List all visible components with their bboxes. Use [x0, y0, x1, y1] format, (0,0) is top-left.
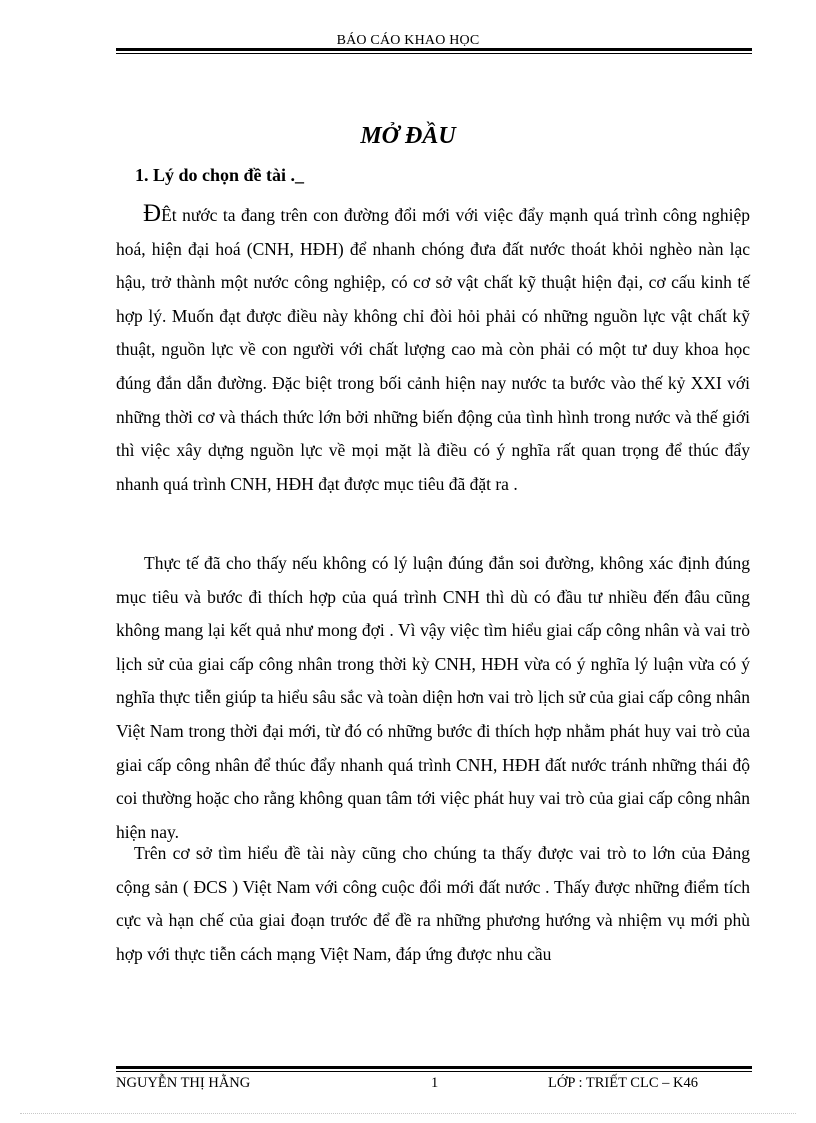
paragraph-1-text: Êt nước ta đang trên con đường đổi mới với việc đẩy mạnh quá trình công nghiệp hoá, hiện đại hoá (CNH, HĐH) để nhanh chóng đưa đất nước thoát khỏi nghèo nàn lạc hậu, trở thành một nước công nghiệp, có cơ sở vật chất kỹ thuật hiện đại, cơ cấu kinh tế hợp lý. Muốn đạt được điều này không chỉ đòi hỏi phải có những nguồn lực vật chất kỹ thuật, nguồn lực về con người với chất lượng cao mà còn phải có một tư duy khoa học đúng đắn dẫn đường. Đặc biệt trong bối cảnh hiện nay nước ta bước vào thế kỷ XXI với những thời cơ và thách thức lớn bởi những biến động của tình hình trong nước và thế giới thì việc xây dựng nguồn lực về mọi mặt là điều có ý nghĩa rất quan trọng để thúc đẩy nhanh quá trình CNH, HĐH đạt được mục tiêu đã đặt ra .: [116, 205, 750, 494]
footer-page-number: 1: [431, 1075, 439, 1091]
paragraph-2: [116, 547, 750, 849]
header-rule-thin: [116, 53, 752, 54]
paragraph-3-text: Trên cơ sở tìm hiểu đề tài này cũng cho chúng ta thấy được vai trò to lớn của Đảng cộng sản ( ĐCS ) Việt Nam với công cuộc đổi mới đất nước . Thấy được những điểm tích cực và hạn chế của giai đoạn trước để đề ra những phương hướng và nhiệm vụ mới phù hợp với thực tiễn cách mạng Việt Nam, đáp ứng được nhu cầu: [116, 843, 750, 964]
section-number: 1.: [135, 165, 149, 185]
paragraph-2-text: Thực tế đã cho thấy nếu không có lý luận đúng đắn soi đường, không xác định đúng mục tiêu và bước đi thích hợp của quá trình CNH thì dù có đầu tư nhiều đến đâu cũng không mang lại kết quả như mong đợi . Vì vậy việc tìm hiểu giai cấp công nhân và vai trò lịch sử của giai cấp công nhân trong thời kỳ CNH, HĐH vừa có ý nghĩa lý luận vừa có ý nghĩa thực tiễn giúp ta hiểu sâu sắc và toàn diện hơn vai trò lịch sử của giai cấp công nhân Việt Nam trong thời đại mới, từ đó có những bước đi thích hợp nhằm phát huy vai trò của giai cấp công nhân để thúc đẩy nhanh quá trình CNH, HĐH đất nước tránh những thái độ coi thường hoặc cho rằng không quan tâm tới việc phát huy vai trò của giai cấp công nhân hiện nay.: [116, 553, 750, 842]
footer-class-label: LỚP : TRIẾT CLC – K46: [548, 1075, 698, 1091]
paragraph-1: [116, 199, 750, 501]
section-title: Lý do chọn đề tài ._: [153, 165, 305, 185]
paragraph-1-dropcap: Đ: [143, 200, 162, 227]
header-title: BÁO CÁO KHAO HỌC: [336, 33, 480, 48]
footer-author: NGUYỄN THỊ HẰNG: [116, 1075, 251, 1091]
footer-rule-thin: [116, 1071, 752, 1072]
header-rule-thick: [116, 48, 752, 51]
paragraph-3: [116, 837, 750, 971]
section-heading: [135, 165, 304, 186]
page-bottom-dotted-border: [20, 1113, 796, 1114]
document-heading: MỞ ĐẦU: [360, 123, 456, 149]
footer-rule-thick: [116, 1066, 752, 1069]
